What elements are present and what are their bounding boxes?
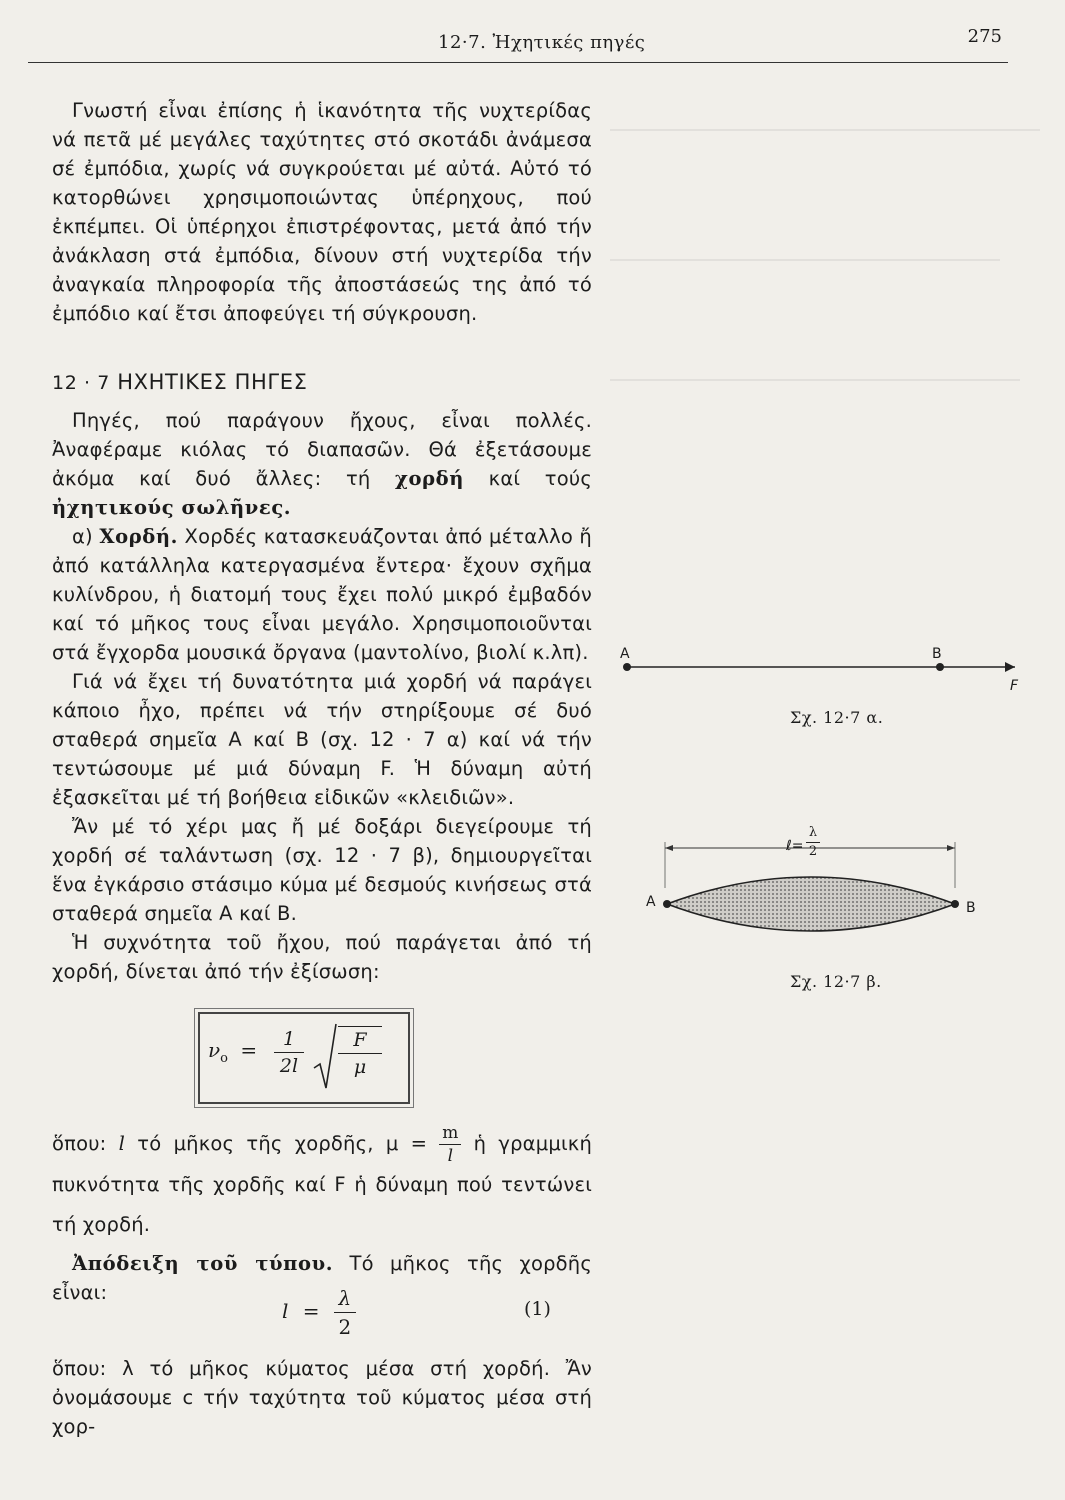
formula-frac-bar [274, 1052, 304, 1053]
eq1-bar [334, 1312, 356, 1313]
frequency-paragraph: Ἡ συχνότητα τοῦ ἤχου, πού παράγεται ἀπό τή χορδή, δίνεται ἀπό τήν ἐξίσωση: [52, 931, 592, 983]
formula-nu: ν [208, 1038, 221, 1062]
term-chordi: Χορδή. [99, 525, 179, 548]
mu-fraction [439, 1124, 461, 1165]
where-start: ὅπου: [52, 1132, 119, 1155]
fig-b-caption: Σχ. 12·7 β. [790, 972, 882, 991]
mu-num: m [442, 1123, 459, 1143]
formula-frac-den: 2l [279, 1055, 299, 1077]
standing-wave-lobe [667, 877, 955, 931]
section-number: 12 · 7 [52, 372, 110, 394]
force-arrow-icon [1005, 662, 1015, 672]
item-label: α) [72, 525, 100, 548]
tension-paragraph: Γιά νά ἔχει τή δυνατότητα μιά χορδή νά παράγει κάποιο ἦχο, πρέπει νά τήν στηρίξουμε σέ δυό σταθερά σημεῖα Α καί Β (σχ. 12 · 7 α) καί νά τήν τεντώσουμε μέ μιά δύναμη F. Ἡ δύναμη αὐτή ἐξασκεῖται μέ τή βοήθεια εἰδικῶν «κλειδιῶν». [52, 670, 592, 809]
eq1-num: λ [338, 1286, 352, 1310]
strings-paragraph [52, 522, 592, 667]
formula-lhs [208, 1038, 263, 1066]
fig-b-dim-num: λ [808, 825, 818, 840]
term-string: χορδή [395, 467, 465, 490]
fig-b-dim-den: 2 [808, 844, 818, 859]
fig-a-label-f: F [1010, 678, 1019, 694]
fig-a-label-b: Β [932, 646, 942, 662]
dimension-arrow-left-icon [665, 845, 673, 851]
mu-bar [439, 1144, 461, 1145]
eq1-fraction [334, 1286, 356, 1339]
bleed-through-lines [600, 120, 1060, 420]
where-block [52, 1124, 592, 1307]
formula-fraction [274, 1028, 304, 1077]
sources-paragraph [52, 406, 592, 522]
formula-root-fraction [338, 1026, 382, 1078]
oscillation-paragraph: Ἄν μέ τό χέρι μας ἤ μέ δοξάρι διεγείρουμε τή χορδή σέ ταλάντωση (σχ. 12 · 7 β), δημιουργεῖται ἕνα ἐγκάρσιο στάσιμο κύμα μέ δεσμούς κινήσεως στά σταθερά σημεῖα Α καί Β. [52, 815, 592, 925]
sources-mid: καί τούς [464, 467, 592, 490]
formula-box [198, 1012, 410, 1104]
formula-equals: = [240, 1038, 258, 1062]
equation-1-tag: (1) [524, 1298, 551, 1320]
term-pipes: ἠχητικούς σωλῆνες. [52, 496, 292, 519]
formula-root-num: F [353, 1029, 367, 1051]
page-header [28, 18, 1008, 63]
fig-b-dim-fraction [806, 826, 820, 859]
fig-b-dim-bar [806, 842, 820, 843]
formula-root-bar [338, 1053, 382, 1054]
mu-den: l [447, 1146, 454, 1166]
fixed-point-a [623, 663, 631, 671]
page-number: 275 [967, 26, 1002, 47]
eq1-equals: = [302, 1299, 320, 1323]
intro-paragraph: Γνωστή εἶναι ἐπίσης ἡ ἱκανότητα τῆς νυχτερίδας νά πετᾶ μέ μεγάλες ταχύτητες στό σκοτάδι ἀνάμεσα σέ ἐμπόδια, χωρίς νά συγκρούεται μέ αὐτά. Αὐτό τό κατορθώνει χρησιμοποιώντας ὑπέρηχους, πού ἐκπέμπει. Οἱ ὑπέρηχοι ἐπιστρέφοντας, μετά ἀπό τήν ἀνάκλαση στά ἐμπόδια, δίνουν στή νυχτερίδα τήν ἀναγκαία πληροφορία τῆς ἀποστάσεώς της ἀπό τό ἐμπόδιο καί ἔτσι ἀποφεύγει τή σύγκρουση. [52, 99, 592, 325]
final-paragraph: ὅπου: λ τό μῆκος κύματος μέσα στή χορδή. Ἄν ὀνομάσουμε c τήν ταχύτητα τοῦ κύματος μέσα στή χορ- [52, 1357, 592, 1438]
figure-12-7a [615, 645, 1025, 705]
fixed-point-b [936, 663, 944, 671]
sources-block [52, 406, 592, 986]
eq1-lhs: l [282, 1299, 289, 1323]
where-text2: ἡ γραμμική πυκνότητα τῆς χορδῆς καί F ἡ δύναμη πού τεντώνει τή χορδή. [52, 1132, 592, 1236]
fig-b-dim-label: ℓ= [786, 838, 804, 854]
fig-a-caption: Σχ. 12·7 α. [790, 708, 884, 727]
intro-block [52, 96, 592, 328]
final-block [52, 1354, 592, 1441]
proof-text: Τό μῆκος τῆς χορδῆς εἶναι: [52, 1252, 592, 1304]
fig-a-label-a: Α [620, 646, 630, 662]
eq1-den: 2 [338, 1315, 352, 1339]
radical-sign-icon [312, 1022, 338, 1094]
where-text1: τό μῆκος τῆς χορδῆς, μ = [125, 1132, 440, 1155]
node-a [663, 900, 671, 908]
where-paragraph [52, 1124, 592, 1245]
running-head: 12·7. Ἠχητικές πηγές [438, 32, 646, 53]
fig-b-label-b: Β [966, 900, 976, 916]
fig-b-label-a: Α [646, 894, 656, 910]
dimension-arrow-right-icon [947, 845, 955, 851]
section-heading [52, 368, 592, 398]
formula-sub: ο [220, 1051, 228, 1066]
bleed-through-texture [600, 120, 1060, 420]
where-l-symbol: l [118, 1132, 126, 1155]
section-title: ΗΧΗΤΙΚΕΣ ΠΗΓΕΣ [117, 370, 308, 394]
proof-heading: Ἀπόδειξη τοῦ τύπου. [72, 1252, 334, 1275]
formula-frac-num: 1 [282, 1028, 296, 1050]
formula-root-den: μ [353, 1056, 367, 1078]
node-b [951, 900, 959, 908]
equation-1 [282, 1286, 356, 1339]
strings-text: Χορδές κατασκευάζονται ἀπό μέταλλο ἤ ἀπό κατάλληλα κατεργασμένα ἔντερα· ἔχουν σχῆμα κυλίνδρου, ἡ διατομή τους ἔχει πολύ μικρό ἐμβαδόν καί τό μῆκος τους εἶναι μεγάλο. Χρησιμοποιοῦνται στά ἔγχορδα μουσικά ὄργανα (μαντολίνο, βιολί κ.λπ). [52, 525, 592, 664]
sources-text: Πηγές, πού παράγουν ἤχους, εἶναι πολλές. Ἀναφέραμε κιόλας τό διαπασῶν. Θά ἐξετάσουμε ἀκόμα καί δυό ἄλλες: τή [52, 409, 592, 490]
